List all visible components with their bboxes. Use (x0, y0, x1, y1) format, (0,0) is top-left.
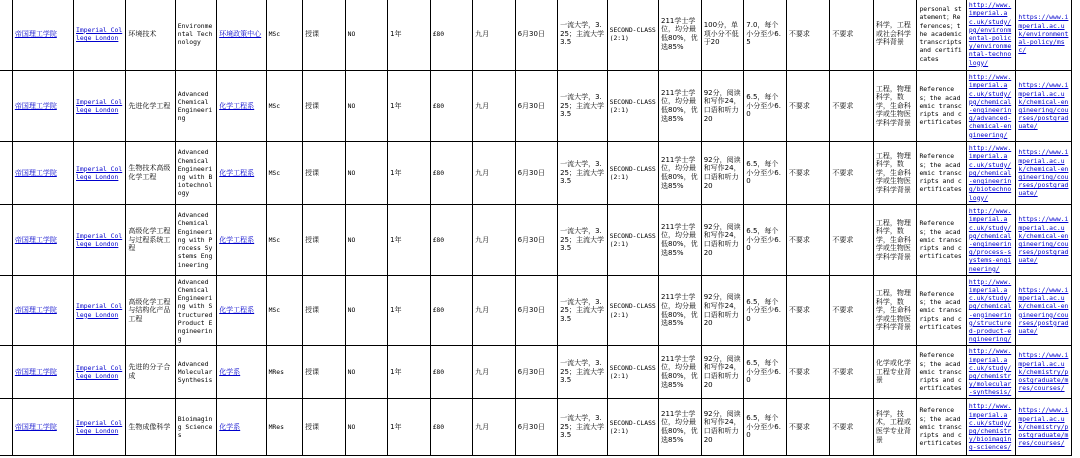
degree-type: MRes (266, 399, 303, 456)
program-english-name: Advanced Chemical Engineering with Structured Product Engineering (175, 276, 216, 346)
start-month: 九月 (473, 205, 516, 276)
uk-degree-grade: SECOND-CLASS (2:1) (607, 276, 658, 346)
ielts-requirement: 7.0，每个小分至少6.5 (744, 0, 787, 71)
academic-background: 工程，物理科学，数学，生命科学或生物医学科学背景 (873, 142, 917, 205)
department-link[interactable]: 化学系 (217, 399, 266, 456)
start-month: 九月 (473, 399, 516, 456)
application-materials: References；the academic transcripts and certificates (917, 205, 966, 276)
gre-requirement: 不要求 (786, 205, 829, 276)
thesis-required: NO (345, 346, 387, 399)
table-row (0, 142, 1072, 205)
study-mode: 授课 (303, 205, 346, 276)
thesis-required: NO (345, 205, 387, 276)
department-url-link[interactable]: https://www.imperial.ac.uk/chemistry/postgraduate/mres/courses/ (1016, 399, 1072, 456)
thesis-required: NO (345, 142, 387, 205)
school-english-name-link[interactable]: Imperial College London (74, 71, 126, 142)
program-url-link[interactable]: http://www.imperial.ac.uk/study/pg/chemical-engineering/structured-product-engineering/ (966, 276, 1016, 346)
academic-background: 科学，技术，工程或医学专业背景 (873, 399, 917, 456)
program-english-name: Advanced Chemical Engineering with Biotechnology (175, 142, 216, 205)
application-materials: References；the academic transcripts and certificates (917, 71, 966, 142)
study-mode: 授课 (303, 276, 346, 346)
uk-degree-grade: SECOND-CLASS (2:1) (607, 71, 658, 142)
ielts-requirement: 6.5，每个小分至少6.0 (744, 399, 787, 456)
school-name-link[interactable]: 帝国理工学院 (12, 276, 73, 346)
table-row (0, 71, 1072, 142)
row-number (0, 142, 12, 205)
program-english-name: Advanced Chemical Engineering (175, 71, 216, 142)
department-link[interactable]: 环境政策中心 (217, 0, 266, 71)
school-english-name-link[interactable]: Imperial College London (74, 142, 126, 205)
study-mode: 授课 (303, 346, 346, 399)
toefl-requirement: 92分，阅读和写作24，口语和听力20 (701, 399, 744, 456)
toefl-requirement: 92分，阅读和写作24，口语和听力20 (701, 71, 744, 142)
application-fee: £80 (430, 276, 473, 346)
application-fee: £80 (430, 71, 473, 142)
gre-requirement: 不要求 (786, 71, 829, 142)
start-month: 九月 (473, 346, 516, 399)
toefl-requirement: 92分，阅读和写作24，口语和听力20 (701, 205, 744, 276)
school-english-name-link[interactable]: Imperial College London (74, 205, 126, 276)
school-english-name-link[interactable]: Imperial College London (74, 276, 126, 346)
uk-degree-grade: SECOND-CLASS (2:1) (607, 142, 658, 205)
toefl-requirement: 92分，阅读和写作24，口语和听力20 (701, 276, 744, 346)
thesis-required: NO (345, 276, 387, 346)
ielts-requirement: 6.5，每个小分至少6.0 (744, 205, 787, 276)
study-mode: 授课 (303, 0, 346, 71)
department-link[interactable]: 化学工程系 (217, 142, 266, 205)
program-url-link[interactable]: http://www.imperial.ac.uk/study/pg/chemistry/molecular-synthesis/ (966, 346, 1016, 399)
gpa-requirement: 一流大学，3.25；主流大学3.5 (558, 0, 608, 71)
department-link[interactable]: 化学工程系 (217, 276, 266, 346)
uk-degree-grade: SECOND-CLASS (2:1) (607, 0, 658, 71)
program-chinese-name: 先进的分子合成 (126, 346, 175, 399)
program-english-name: Advanced Chemical Engineering with Process Systems Engineering (175, 205, 216, 276)
study-mode: 授课 (303, 142, 346, 205)
degree-type: MSc (266, 0, 303, 71)
gre-requirement: 不要求 (786, 0, 829, 71)
gre-requirement: 不要求 (786, 142, 829, 205)
program-chinese-name: 环境技术 (126, 0, 175, 71)
table-row (0, 399, 1072, 456)
row-number (0, 399, 12, 456)
thesis-required: NO (345, 71, 387, 142)
gmat-requirement: 不要求 (830, 276, 873, 346)
school-name-link[interactable]: 帝国理工学院 (12, 346, 73, 399)
department-url-link[interactable]: https://www.imperial.ac.uk/chemical-engineering/courses/postgraduate/ (1016, 276, 1072, 346)
program-chinese-name: 生物技术高级化学工程 (126, 142, 175, 205)
degree-type: MSc (266, 142, 303, 205)
application-fee: £80 (430, 142, 473, 205)
department-url-link[interactable]: https://www.imperial.ac.uk/environmental-policy/msc/ (1016, 0, 1072, 71)
table-row (0, 346, 1072, 399)
program-chinese-name: 高级化学工程与过程系统工程 (126, 205, 175, 276)
academic-background: 工程，物理科学，数学，生命科学或生物医学科学背景 (873, 71, 917, 142)
application-deadline: 6月30日 (515, 346, 558, 399)
program-duration: 1年 (388, 399, 431, 456)
program-url-link[interactable]: http://www.imperial.ac.uk/study/pg/chemistry/bioimaging-sciences/ (966, 399, 1016, 456)
start-month: 九月 (473, 0, 516, 71)
table-row (0, 205, 1072, 276)
program-english-name: Bioimaging Sciences (175, 399, 216, 456)
score-requirement: 211学士学位，均分最低80%，优选85% (659, 71, 702, 142)
gmat-requirement: 不要求 (830, 399, 873, 456)
ielts-requirement: 6.5，每个小分至少6.0 (744, 71, 787, 142)
application-deadline: 6月30日 (515, 399, 558, 456)
start-month: 九月 (473, 276, 516, 346)
gmat-requirement: 不要求 (830, 71, 873, 142)
gre-requirement: 不要求 (786, 346, 829, 399)
school-english-name-link[interactable]: Imperial College London (74, 346, 126, 399)
row-number (0, 346, 12, 399)
program-duration: 1年 (388, 276, 431, 346)
gmat-requirement: 不要求 (830, 346, 873, 399)
degree-type: MSc (266, 205, 303, 276)
score-requirement: 211学士学位，均分最低80%，优选85% (659, 0, 702, 71)
school-name-link[interactable]: 帝国理工学院 (12, 71, 73, 142)
department-url-link[interactable]: https://www.imperial.ac.uk/chemical-engineering/courses/postgraduate/ (1016, 205, 1072, 276)
application-fee: £80 (430, 346, 473, 399)
department-url-link[interactable]: https://www.imperial.ac.uk/chemical-engineering/courses/postgraduate/ (1016, 71, 1072, 142)
department-link[interactable]: 化学系 (217, 346, 266, 399)
department-url-link[interactable]: https://www.imperial.ac.uk/chemistry/postgraduate/mres/courses/ (1016, 346, 1072, 399)
application-materials: References；the academic transcripts and certificates (917, 142, 966, 205)
row-number (0, 71, 12, 142)
gmat-requirement: 不要求 (830, 142, 873, 205)
program-url-link[interactable]: http://www.imperial.ac.uk/study/pg/chemical-engineering/process-systems-engineering/ (966, 205, 1016, 276)
score-requirement: 211学士学位，均分最低80%，优选85% (659, 276, 702, 346)
degree-type: MSc (266, 276, 303, 346)
score-requirement: 211学士学位，均分最低80%，优选85% (659, 205, 702, 276)
department-url-link[interactable]: https://www.imperial.ac.uk/chemical-engineering/courses/postgraduate/ (1016, 142, 1072, 205)
ielts-requirement: 6.5，每个小分至少6.0 (744, 346, 787, 399)
application-deadline: 6月30日 (515, 142, 558, 205)
thesis-required: NO (345, 399, 387, 456)
program-duration: 1年 (388, 0, 431, 71)
program-duration: 1年 (388, 205, 431, 276)
application-materials: References；the academic transcripts and certificates (917, 346, 966, 399)
application-deadline: 6月30日 (515, 71, 558, 142)
uk-degree-grade: SECOND-CLASS (2:1) (607, 346, 658, 399)
table-row (0, 276, 1072, 346)
program-url-link[interactable]: http://www.imperial.ac.uk/study/pg/environmental-policy/environmental-technology/ (966, 0, 1016, 71)
table-row (0, 0, 1072, 71)
thesis-required: NO (345, 0, 387, 71)
academic-background: 科学，工程或社会科学学科背景 (873, 0, 917, 71)
ielts-requirement: 6.5，每个小分至少6.0 (744, 276, 787, 346)
row-number (0, 276, 12, 346)
school-name-link[interactable]: 帝国理工学院 (12, 142, 73, 205)
row-number (0, 205, 12, 276)
gpa-requirement: 一流大学，3.25；主流大学3.5 (558, 205, 608, 276)
degree-type: MSc (266, 71, 303, 142)
score-requirement: 211学士学位，均分最低80%，优选85% (659, 346, 702, 399)
gpa-requirement: 一流大学，3.25；主流大学3.5 (558, 346, 608, 399)
department-link[interactable]: 化学工程系 (217, 71, 266, 142)
toefl-requirement: 100分，单项小分不低于20 (701, 0, 744, 71)
score-requirement: 211学士学位，均分最低80%，优选85% (659, 399, 702, 456)
application-deadline: 6月30日 (515, 0, 558, 71)
program-chinese-name: 生物成像科学 (126, 399, 175, 456)
uk-degree-grade: SECOND-CLASS (2:1) (607, 205, 658, 276)
application-materials: personal statement；References；the academic transcripts and certificates (917, 0, 966, 71)
application-fee: £80 (430, 399, 473, 456)
application-fee: £80 (430, 205, 473, 276)
study-mode: 授课 (303, 399, 346, 456)
program-english-name: Advanced Molecular Synthesis (175, 346, 216, 399)
school-english-name-link[interactable]: Imperial College London (74, 0, 126, 71)
application-fee: £80 (430, 0, 473, 71)
academic-background: 工程，物理科学，数学，生命科学或生物医学科学背景 (873, 276, 917, 346)
application-materials: References；the academic transcripts and certificates (917, 276, 966, 346)
row-number (0, 0, 12, 71)
ielts-requirement: 6.5，每个小分至少6.0 (744, 142, 787, 205)
gpa-requirement: 一流大学，3.25；主流大学3.5 (558, 399, 608, 456)
gpa-requirement: 一流大学，3.25；主流大学3.5 (558, 142, 608, 205)
gmat-requirement: 不要求 (830, 205, 873, 276)
toefl-requirement: 92分，阅读和写作24，口语和听力20 (701, 346, 744, 399)
gre-requirement: 不要求 (786, 276, 829, 346)
gpa-requirement: 一流大学，3.25；主流大学3.5 (558, 276, 608, 346)
program-duration: 1年 (388, 71, 431, 142)
gre-requirement: 不要求 (786, 399, 829, 456)
program-english-name: Environmental Technology (175, 0, 216, 71)
degree-type: MRes (266, 346, 303, 399)
school-name-link[interactable]: 帝国理工学院 (12, 399, 73, 456)
academic-background: 工程，物理科学，数学，生命科学或生物医学科学背景 (873, 205, 917, 276)
program-duration: 1年 (388, 142, 431, 205)
study-mode: 授课 (303, 71, 346, 142)
program-chinese-name: 先进化学工程 (126, 71, 175, 142)
department-link[interactable]: 化学工程系 (217, 205, 266, 276)
program-url-link[interactable]: http://www.imperial.ac.uk/study/pg/chemical-engineering/advanced-chemical-engineering/ (966, 71, 1016, 142)
uk-degree-grade: SECOND-CLASS (2:1) (607, 399, 658, 456)
toefl-requirement: 92分，阅读和写作24，口语和听力20 (701, 142, 744, 205)
start-month: 九月 (473, 142, 516, 205)
score-requirement: 211学士学位，均分最低80%，优选85% (659, 142, 702, 205)
school-english-name-link[interactable]: Imperial College London (74, 399, 126, 456)
application-deadline: 6月30日 (515, 205, 558, 276)
gmat-requirement: 不要求 (830, 0, 873, 71)
school-name-link[interactable]: 帝国理工学院 (12, 0, 73, 71)
program-chinese-name: 高级化学工程与结构化产品工程 (126, 276, 175, 346)
gpa-requirement: 一流大学，3.25；主流大学3.5 (558, 71, 608, 142)
application-deadline: 6月30日 (515, 276, 558, 346)
academic-background: 化学或化学工程专业背景 (873, 346, 917, 399)
application-materials: References；the academic transcripts and certificates (917, 399, 966, 456)
program-url-link[interactable]: http://www.imperial.ac.uk/study/pg/chemical-engineering/biotechnology/ (966, 142, 1016, 205)
school-name-link[interactable]: 帝国理工学院 (12, 205, 73, 276)
start-month: 九月 (473, 71, 516, 142)
program-duration: 1年 (388, 346, 431, 399)
